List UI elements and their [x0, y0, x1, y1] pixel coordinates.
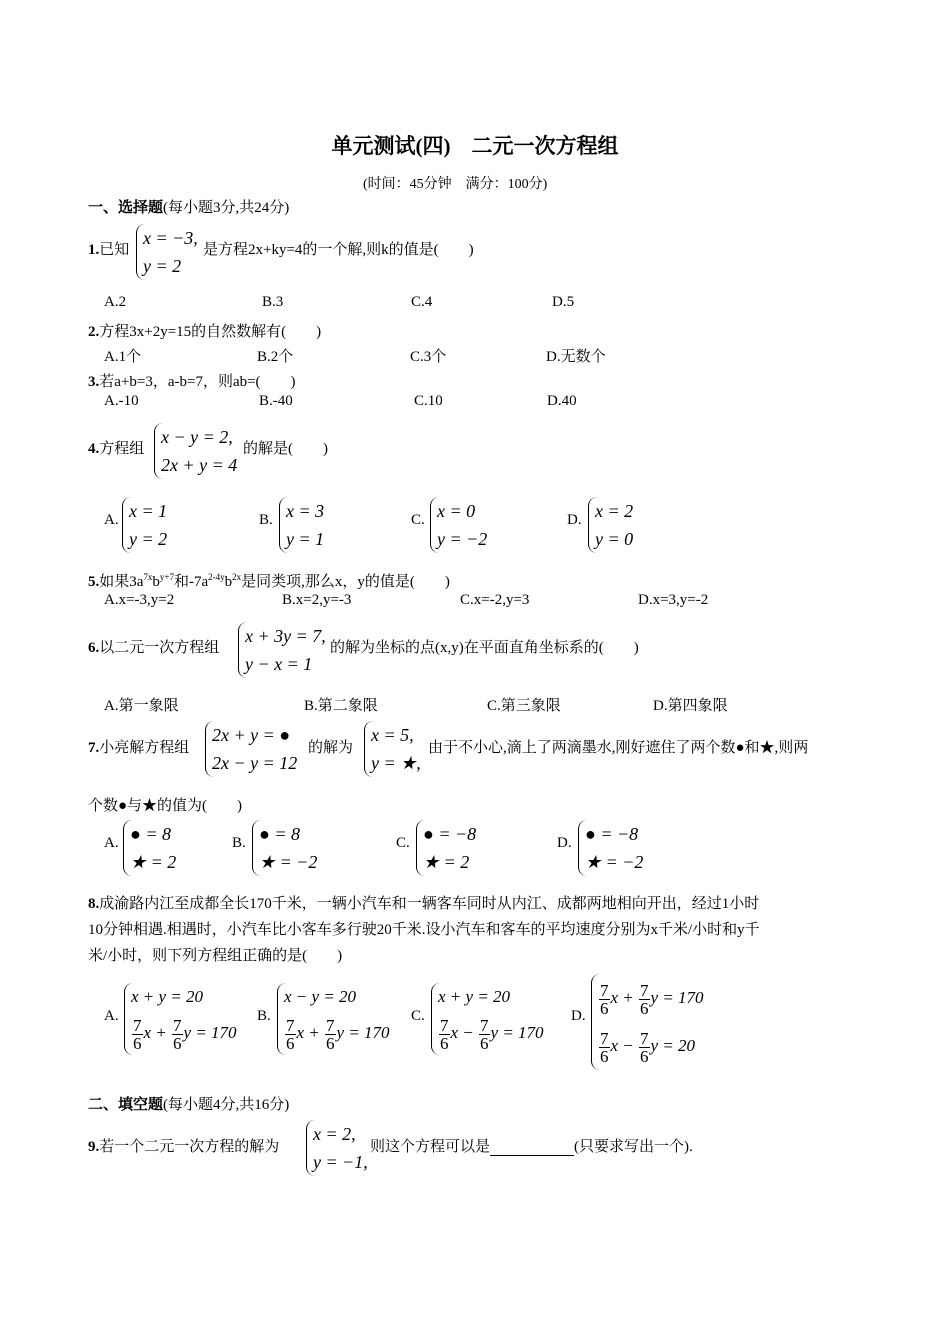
q8-option-b: x − y = 20 $\frac{7}{6}$ x + $\frac{7}{6}$ y = 170	[277, 983, 390, 1055]
q7-option-a: ● = 8 ★ = 2	[123, 820, 176, 876]
q4-equation-system: x − y = 2, 2x + y = 4	[154, 423, 237, 479]
q7-text: 由于不小心,滴上了两滴墨水,刚好遮住了两个数●和★,则两	[428, 740, 809, 756]
section-1-heading: 一、选择题(每小题3分,共24分)	[88, 200, 290, 216]
q7-option-d-label: D.	[557, 835, 572, 851]
fraction: $\frac{7}{6}$	[600, 1028, 609, 1066]
q4-text: 的解是( )	[243, 441, 328, 457]
q3-option-d: D.40	[547, 393, 577, 409]
q4-option-c: x = 0 y = −2	[430, 497, 487, 553]
q4-option-c-label: C.	[411, 512, 425, 528]
q3-option-a: A.-10	[104, 393, 139, 409]
fraction: $\frac{7}{6}$	[640, 980, 649, 1018]
fraction: $\frac{7}{6}$	[326, 1015, 335, 1053]
q4-option-d: x = 2 y = 0	[588, 497, 633, 553]
q7-text-mid: 的解为	[308, 740, 354, 756]
question-6: 6.以二元一次方程组	[88, 640, 220, 656]
q7-solution-system: x = 5, y = ★,	[364, 721, 421, 777]
question-2: 2.方程3x+2y=15的自然数解有( )	[88, 324, 322, 340]
section-2-heading: 二、填空题(每小题4分,共16分)	[88, 1097, 290, 1113]
q4-option-b-label: B.	[259, 512, 273, 528]
q1-option-a: A.2	[104, 294, 127, 310]
q8-option-a: x + y = 20 $\frac{7}{6}$ x + $\frac{7}{6}$ y = 170	[124, 983, 237, 1055]
q1-option-d: D.5	[552, 294, 575, 310]
q8-option-d-label: D.	[571, 1008, 586, 1024]
q1-option-c: C.4	[411, 294, 433, 310]
q5-option-d: D.x=3,y=-2	[638, 592, 709, 608]
question-7: 7.小亮解方程组	[88, 740, 190, 756]
q7-equation-system: 2x + y = ● 2x − y = 12	[205, 721, 297, 777]
fraction: $\frac{7}{6}$	[640, 1028, 649, 1066]
fraction: $\frac{7}{6}$	[440, 1015, 449, 1053]
q8-text-line2: 10分钟相遇.相遇时，小汽车比小客车多行驶20千米.设小汽车和客车的平均速度分别为x千米/小时和y千	[88, 922, 760, 938]
question-5: 5.如果$3a^{7x}b^{y+7}$和$-7a^{2-4y}b^{2x}$是同类项,那么x，y的值是( )	[88, 572, 450, 590]
q9-equation-system: x = 2, y = −1,	[306, 1120, 368, 1176]
q6-text: 的解为坐标的点(x,y)在平面直角坐标系的( )	[330, 640, 639, 656]
q5-option-a: A.x=-3,y=2	[104, 592, 175, 608]
fraction: $\frac{7}{6}$	[286, 1015, 295, 1053]
fraction: $\frac{7}{6}$	[133, 1015, 142, 1053]
q2-option-c: C.3个	[410, 349, 447, 365]
q9-text: 则这个方程可以是 (只要求写出一个).	[370, 1139, 693, 1155]
page-title: 单元测试(四) 二元一次方程组	[331, 134, 619, 158]
q6-option-c: C.第三象限	[487, 698, 561, 714]
q4-option-a: x = 1 y = 2	[122, 497, 167, 553]
q6-option-a: A.第一象限	[104, 698, 179, 714]
q6-equation-system: x + 3y = 7, y − x = 1	[238, 622, 326, 678]
q2-option-b: B.2个	[257, 349, 294, 365]
q8-option-a-label: A.	[104, 1008, 119, 1024]
fraction: $\frac{7}{6}$	[173, 1015, 182, 1053]
q7-option-b: ● = 8 ★ = −2	[252, 820, 317, 876]
q5-option-b: B.x=2,y=-3	[282, 592, 352, 608]
q7-option-c: ● = −8 ★ = 2	[416, 820, 476, 876]
q1-equation-system: x = −3, y = 2	[136, 224, 198, 280]
q4-option-b: x = 3 y = 1	[279, 497, 324, 553]
question-1: 1.已知	[88, 242, 130, 258]
q3-option-b: B.-40	[259, 393, 293, 409]
subtitle: (时间：45分钟 满分：100分)	[363, 177, 548, 192]
q7-text-line2: 个数●与★的值为( )	[88, 798, 243, 814]
q7-option-b-label: B.	[232, 835, 246, 851]
question-3: 3.若a+b=3，a-b=7，则ab=( )	[88, 374, 296, 390]
q1-text: 是方程2x+ky=4的一个解,则k的值是( )	[203, 242, 474, 258]
q4-option-a-label: A.	[104, 512, 119, 528]
q4-option-d-label: D.	[567, 512, 582, 528]
question-9: 9.若一个二元一次方程的解为	[88, 1139, 280, 1155]
q7-option-c-label: C.	[396, 835, 410, 851]
question-4: 4.方程组	[88, 441, 145, 457]
q8-option-d: $\frac{7}{6}$ x + $\frac{7}{6}$ y = 170 $\frac{7}{6}$ x − $\frac{7}{6}$ y = 20	[591, 974, 704, 1070]
fraction: $\frac{7}{6}$	[480, 1015, 489, 1053]
q2-option-d: D.无数个	[546, 349, 606, 365]
q7-option-d: ● = −8 ★ = −2	[578, 820, 643, 876]
fraction: $\frac{7}{6}$	[600, 980, 609, 1018]
answer-blank[interactable]	[490, 1140, 574, 1156]
q7-option-a-label: A.	[104, 835, 119, 851]
q2-option-a: A.1个	[104, 349, 142, 365]
q6-option-b: B.第二象限	[304, 698, 378, 714]
question-8: 8.成渝路内江至成都全长170千米，一辆小汽车和一辆客车同时从内江、成都两地相向开出，经过1小时	[88, 896, 760, 912]
q8-option-c: x + y = 20 $\frac{7}{6}$ x − $\frac{7}{6}$ y = 170	[431, 983, 544, 1055]
q8-option-b-label: B.	[257, 1008, 271, 1024]
q8-text-line3: 米/小时，则下列方程组正确的是( )	[88, 948, 343, 964]
q1-option-b: B.3	[262, 294, 284, 310]
q8-option-c-label: C.	[411, 1008, 425, 1024]
q6-option-d: D.第四象限	[653, 698, 728, 714]
q5-option-c: C.x=-2,y=3	[460, 592, 530, 608]
q3-option-c: C.10	[414, 393, 443, 409]
